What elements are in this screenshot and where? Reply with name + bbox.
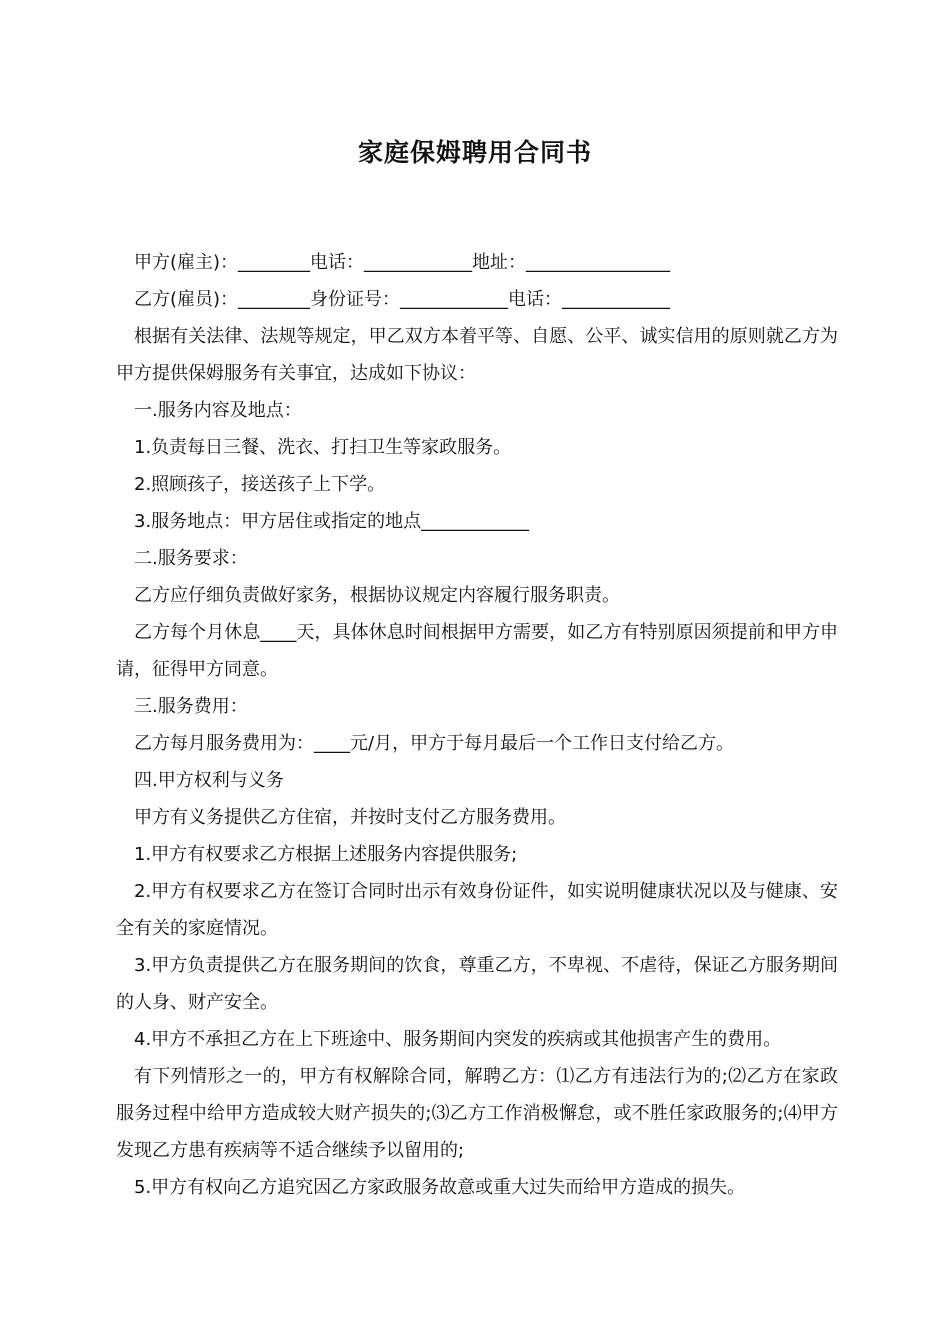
party-a-line: 甲方(雇主)：________电话：____________地址：________________ [134, 252, 671, 273]
party-b-line: 乙方(雇员)：________身份证号：____________电话：____________ [134, 289, 671, 310]
preamble-paragraph: 根据有关法律、法规等规定，甲乙双方本着平等、自愿、公平、诚实信用的原则就乙方为甲方提供保姆服务有关事宜，达成如下协议： [116, 326, 838, 384]
section-4-item-2: 2.甲方有权要求乙方在签订合同时出示有效身份证件，如实说明健康状况以及与健康、安全有关的家庭情况。 [116, 881, 838, 939]
section-2-paragraph-2: 乙方每个月休息____天，具体休息时间根据甲方需要，如乙方有特别原因须提前和甲方申请，征得甲方同意。 [116, 622, 838, 680]
section-2-paragraph-1: 乙方应仔细负责做好家务，根据协议规定内容履行服务职责。 [134, 585, 620, 606]
section-4-intro: 甲方有义务提供乙方住宿，并按时支付乙方服务费用。 [134, 807, 566, 828]
section-4-item-4: 4.甲方不承担乙方在上下班途中、服务期间内突发的疾病或其他损害产生的费用。 [134, 1029, 782, 1050]
section-2-heading: 二.服务要求： [134, 548, 248, 569]
section-1-item-1: 1.负责每日三餐、洗衣、打扫卫生等家政服务。 [134, 437, 512, 458]
document-body [116, 244, 838, 1206]
section-4-item-1: 1.甲方有权要求乙方根据上述服务内容提供服务; [134, 844, 518, 865]
section-4-item-5: 5.甲方有权向乙方追究因乙方家政服务故意或重大过失而给甲方造成的损失。 [134, 1177, 746, 1198]
section-1-item-3: 3.服务地点：甲方居住或指定的地点____________ [134, 511, 530, 532]
document-title: 家庭保姆聘用合同书 [357, 138, 592, 167]
section-4-item-3: 3.甲方负责提供乙方在服务期间的饮食，尊重乙方，不卑视、不虐待，保证乙方服务期间的人身、财产安全。 [116, 955, 838, 1013]
section-4-heading: 四.甲方权利与义务 [134, 770, 284, 791]
section-1-item-2: 2.照顾孩子，接送孩子上下学。 [134, 474, 386, 495]
section-3-paragraph-1: 乙方每月服务费用为：____元/月，甲方于每月最后一个工作日支付给乙方。 [134, 733, 735, 754]
section-1-heading: 一.服务内容及地点： [134, 400, 302, 421]
section-3-heading: 三.服务费用： [134, 696, 248, 717]
section-4-termination-clause: 有下列情形之一的，甲方有权解除合同，解聘乙方：⑴乙方有违法行为的;⑵乙方在家政服务过程中给甲方造成较大财产损失的;⑶乙方工作消极懈怠，或不胜任家政服务的;⑷甲方发现乙方患有疾病等不适合继续予以留用的; [116, 1066, 838, 1161]
